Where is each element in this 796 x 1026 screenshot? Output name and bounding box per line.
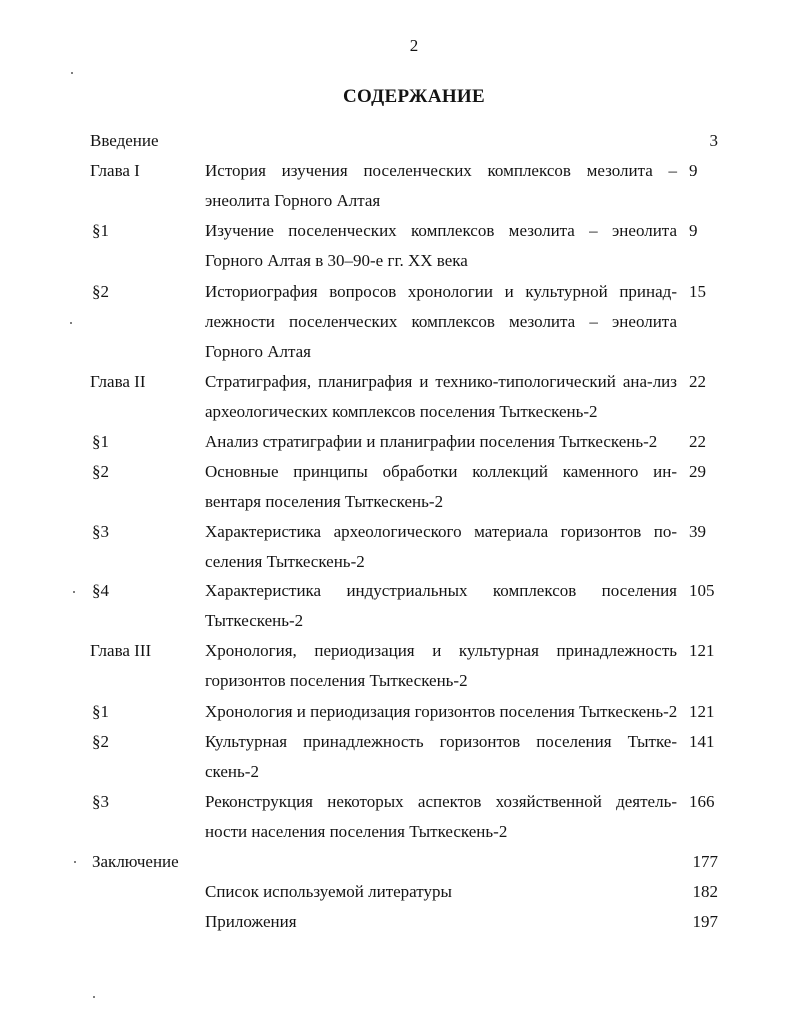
page-number: 2: [409, 36, 419, 55]
entry-page: 166: [689, 792, 715, 811]
entry-label: Глава I: [90, 161, 140, 180]
entry-title: История изучения поселенческих комплексов мезолита – энеолита Горного Алтая: [205, 161, 677, 210]
entry-label: Заключение: [92, 852, 179, 871]
entry-page: 29: [689, 462, 706, 481]
entry-page: 15: [689, 282, 706, 301]
entry-label: §3: [92, 792, 109, 811]
entry-page: 105: [689, 581, 715, 600]
entry-title: Культурная принадлежность горизонтов поселения Тытке-скень-2: [205, 732, 677, 781]
page-title: СОДЕРЖАНИЕ: [343, 86, 485, 107]
entry-title: Приложения: [205, 912, 297, 931]
entry-title: Хронология и периодизация горизонтов поселения Тыткескень-2: [205, 702, 678, 721]
entry-title: Изучение поселенческих комплексов мезолита – энеолита Горного Алтая в 30–90-е гг. XX века: [205, 221, 677, 270]
entry-label: §4: [92, 581, 109, 600]
scan-speck: [74, 861, 76, 863]
entry-title: Список используемой литературы: [205, 882, 452, 901]
entry-title: Основные принципы обработки коллекций каменного ин-вентаря поселения Тыткескень-2: [205, 462, 677, 511]
entry-page: 121: [689, 641, 715, 660]
entry-page: 121: [689, 702, 715, 721]
entry-label: §3: [92, 522, 109, 541]
entry-page: 39: [689, 522, 706, 541]
entry-title: Реконструкция некоторых аспектов хозяйственной деятель-ности населения поселения Тыткескень-2: [205, 792, 677, 841]
entry-label: §1: [92, 432, 109, 451]
entry-label: §2: [92, 462, 109, 481]
entry-page: 9: [689, 221, 698, 240]
entry-title: Анализ стратиграфии и планиграфии поселения Тыткескень-2: [205, 432, 658, 451]
entry-label: §1: [92, 221, 109, 240]
entry-page: 177: [692, 852, 718, 871]
entry-title: Историография вопросов хронологии и культурной принад-лежности поселенческих комплексов мезолита – энеолита Горного Алтая: [205, 282, 677, 361]
entry-label: §2: [92, 282, 109, 301]
scan-speck: [70, 322, 72, 324]
entry-page: 141: [689, 732, 715, 751]
entry-page: 22: [689, 372, 706, 391]
entry-page: 182: [692, 882, 718, 901]
entry-label: Глава III: [90, 641, 152, 660]
scan-speck: [73, 591, 75, 593]
entry-title: Характеристика индустриальных комплексов поселения Тыткескень-2: [205, 581, 677, 630]
entry-label: §2: [92, 732, 109, 751]
entry-title: Стратиграфия, планиграфия и технико-типологический ана-лиз археологических комплексов поселения Тыткескень-2: [205, 372, 677, 421]
entry-title: Хронология, периодизация и культурная принадлежность горизонтов поселения Тыткескень-2: [205, 641, 677, 690]
entry-label: Глава II: [90, 372, 146, 391]
entry-title: Характеристика археологического материала горизонтов по-селения Тыткескень-2: [205, 522, 677, 571]
scan-speck: [71, 72, 73, 74]
entry-page: 3: [709, 131, 718, 150]
entry-page: 197: [692, 912, 718, 931]
entry-label: §1: [92, 702, 109, 721]
entry-label: Введение: [90, 131, 159, 150]
entry-page: 22: [689, 432, 706, 451]
entry-page: 9: [689, 161, 698, 180]
scan-speck: [93, 996, 95, 998]
